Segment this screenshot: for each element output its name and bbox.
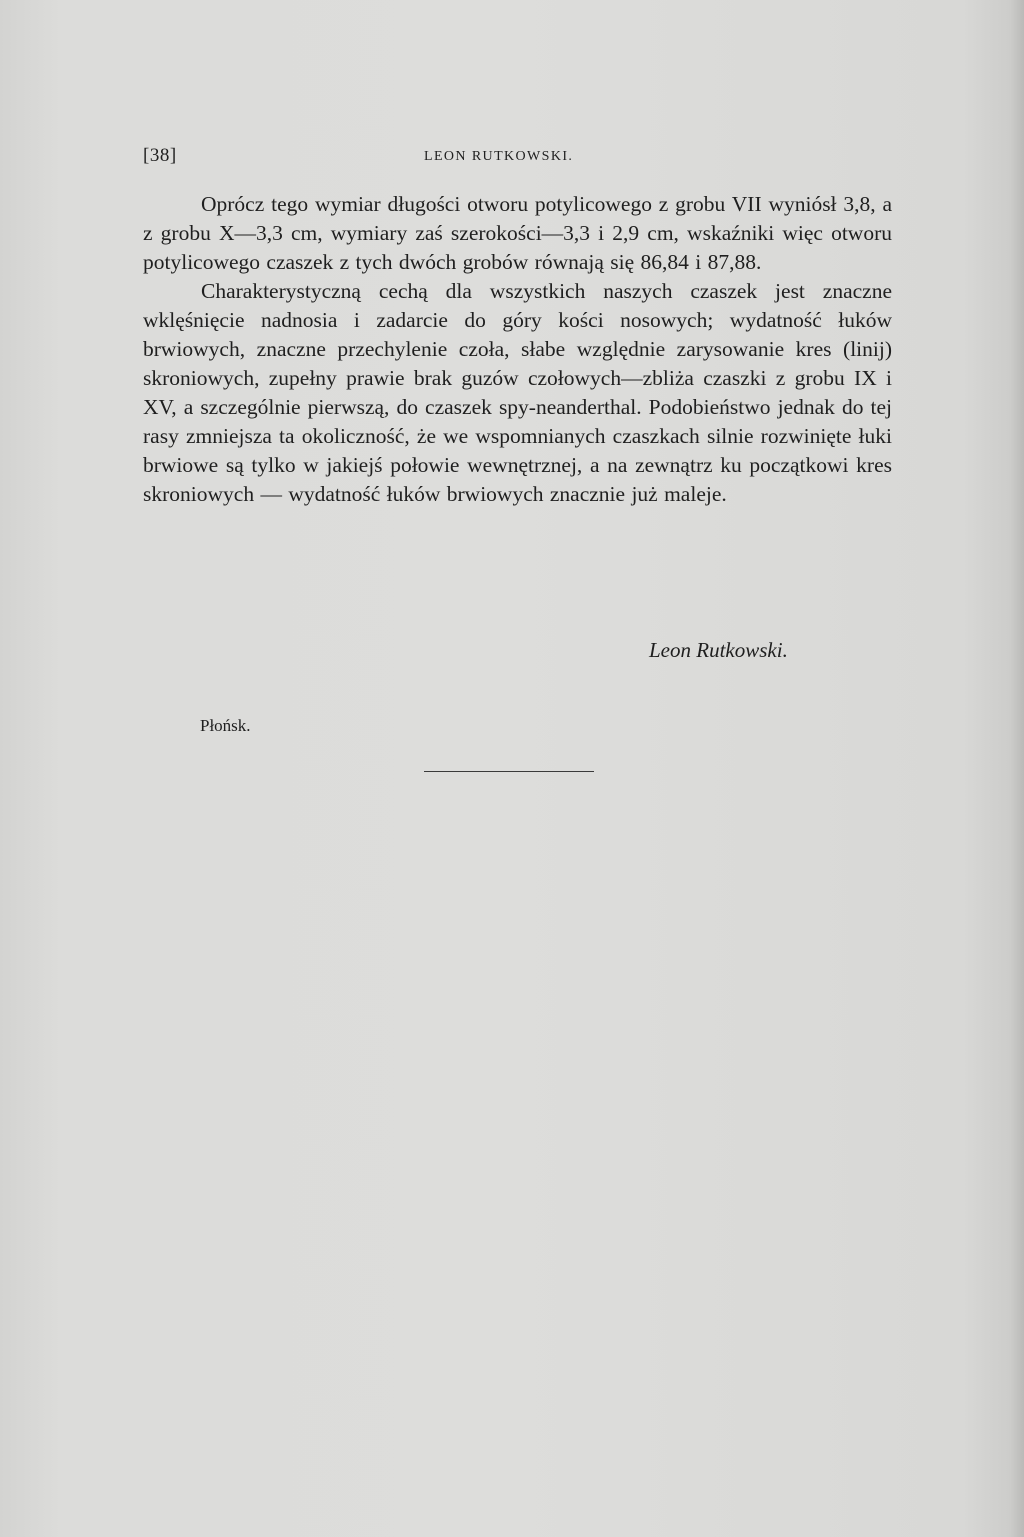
paragraph-1: Oprócz tego wymiar długości otworu potylicowego z grobu VII wyniósł 3,8, a z grobu X—3,3 cm, wymiary zaś szerokości—3,3 i 2,9 cm, wskaźniki więc otworu potylicowego czaszek z tych dwóch grobów równają się 86,84 i 87,88.	[143, 192, 892, 274]
page-edge-shadow	[1010, 0, 1024, 1537]
page-header	[143, 145, 893, 169]
running-head: LEON RUTKOWSKI.	[424, 149, 574, 164]
page-number: [38]	[143, 145, 177, 166]
paragraph-2: Charakterystyczną cechą dla wszystkich naszych czaszek jest znaczne wklęśnięcie nadnosia i zadarcie do góry kości nosowych; wydatność łuków brwiowych, znaczne przechylenie czoła, słabe względnie zarysowanie kres (linij) skroniowych, zupełny prawie brak guzów czołowych—zbliża czaszki z grobu IX i XV, a szczególnie pierwszą, do czaszek spy-neanderthal. Podobieństwo jednak do tej rasy zmniejsza ta okoliczność, że we wspomnianych czaszkach silnie rozwinięte łuki brwiowe są tylko w jakiejś połowie wewnętrznej, a na zewnątrz ku początkowi kres skroniowych — wydatność łuków brwiowych znacznie już maleje.	[143, 279, 892, 506]
closing-rule	[424, 771, 594, 772]
body-text	[143, 190, 892, 509]
place-name: Płońsk.	[200, 716, 251, 735]
author-signature: Leon Rutkowski.	[649, 638, 788, 662]
